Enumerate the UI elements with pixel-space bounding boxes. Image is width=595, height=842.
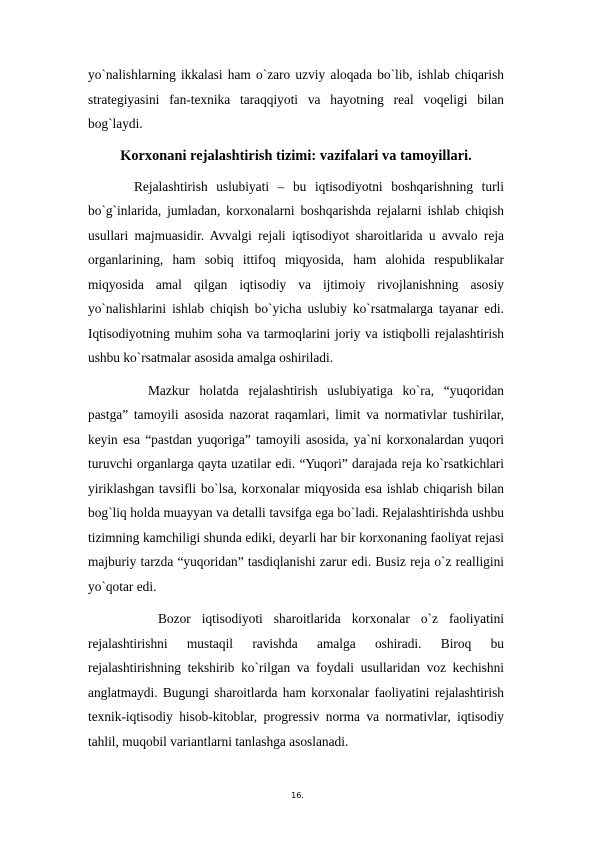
section-heading: Korxonani rejalashtirish tizimi: vazifalari va tamoyillari. <box>120 147 472 164</box>
body-paragraph-2: Mazkur holatda rejalashtirish uslubiyatiga ko`ra, “yuqoridan pastga” tamoyili asosida nazorat raqamlari, limit va normativlar tushirilar, keyin esa “pastdan yuqoriga” tamoyili asosida, ya`ni korxonalardan yuqori turuvchi organlarga qayta uzatilar edi. “Yuqori” darajada reja ko`rsatkichlari yiriklashgan tavsifli bo`lsa, korxonalar miqyosida esa ishlab chiqarish bilan bog`liq holda muayyan va detalli tavsifga ega bo`ladi. Rejalashtirishda ushbu tizimning kamchiligi shunda ediki, deyarli har bir korxonaning faoliyat rejasi majburiy tarzda “yuqoridan” tasdiqlanishi zarur edi. Busiz reja o`z realligini yo`qotar edi. <box>88 382 504 594</box>
body-paragraph-3: Bozor iqtisodiyoti sharoitlarida korxonalar o`z faoliyatini rejalashtirishni mustaqil ravishda amalga oshiradi. Biroq bu rejalashtirishning tekshirib ko`rilgan va foydali usullaridan voz kechishni anglatmaydi. Bugungi sharoitlarda ham korxonalar faoliyatini rejalashtirish texnik-iqtisodiy hisob-kitoblar, progressiv norma va normativlar, iqtisodiy tahlil, muqobil variantlarni tanlashga asoslanadi. <box>88 611 504 749</box>
body-paragraph-1: Rejalashtirish uslubiyati – bu iqtisodiyotni boshqarishning turli bo`g`inlarida, jumladan, korxonalarni boshqarishda rejalarni ishlab chiqish usullari majmuasidir. Avvalgi rejali iqtisodiyot sharoitlarida u avvalo reja organlarining, ham sobiq ittifoq miqyosida, ham alohida respublikalar miqyosida amal qilgan iqtisodiy va ijtimoiy rivojlanishning asosiy yo`nalishlarini ishlab chiqish bo`yicha uslubiy ko`rsatmalarga tayanar edi. Iqtisodiyotning muhim soha va tarmoqlarini joriy va istiqbolli rejalashtirish ushbu ko`rsatmalar asosida amalga oshiriladi. <box>88 178 504 365</box>
intro-paragraph: yo`nalishlarning ikkalasi ham o`zaro uzviy aloqada bo`lib, ishlab chiqarish strategiyasini fan-texnika taraqqiyoti va hayotning real voqeligi bilan bog`laydi. <box>88 67 504 131</box>
page-number: 16. <box>291 791 304 800</box>
document-page <box>88 63 504 754</box>
